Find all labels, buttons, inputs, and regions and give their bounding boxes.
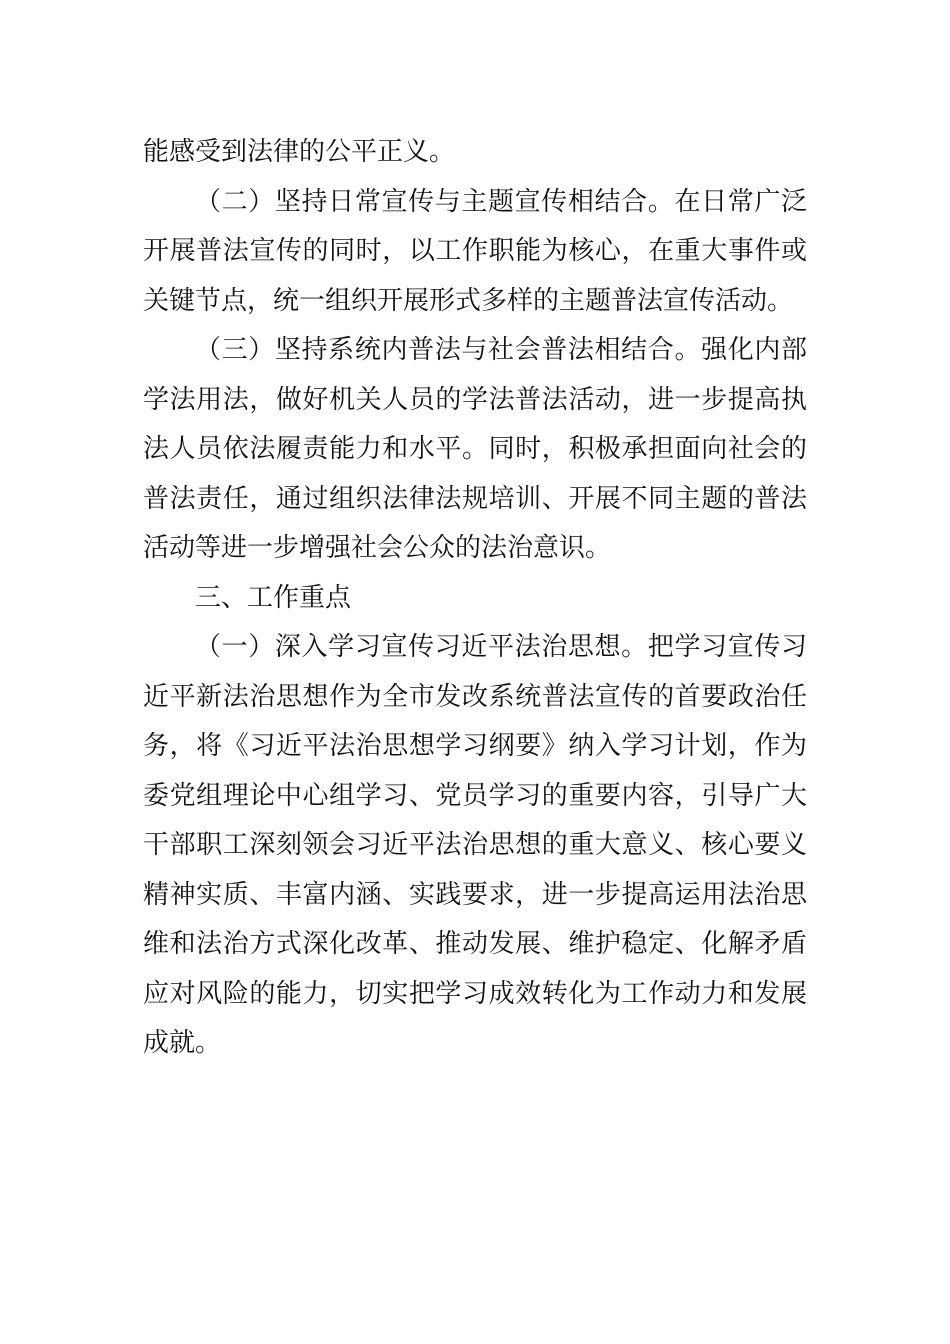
body-text bbox=[143, 128, 807, 1069]
text-line: 应对风险的能力，切实把学习成效转化为工作动力和发展 bbox=[143, 978, 807, 1009]
text-line: 务，将《习近平法治思想学习纲要》纳入学习计划，作为 bbox=[143, 731, 807, 761]
text-line: 委党组理论中心组学习、党员学习的重要内容，引导广大 bbox=[143, 780, 807, 811]
section-heading: 三、工作重点 bbox=[195, 582, 352, 613]
text-line: 活动等进一步增强社会公众的法治意识。 bbox=[143, 533, 612, 563]
paragraph-heading-1: （一）深入学习宣传习近平法治思想。把学习宣传习 bbox=[195, 632, 807, 662]
text-line: 法人员依法履责能力和水平。同时，积极承担面向社会的 bbox=[143, 434, 807, 464]
text-line: 成就。 bbox=[143, 1028, 222, 1058]
text-line: 开展普法宣传的同时，以工作职能为核心，在重大事件或 bbox=[143, 236, 807, 266]
paragraph-heading-2: （二）坚持日常宣传与主题宣传相结合。在日常广泛 bbox=[195, 186, 807, 217]
text-line: 普法责任，通过组织法律法规培训、开展不同主题的普法 bbox=[143, 483, 807, 514]
text-line: 精神实质、丰富内涵、实践要求，进一步提高运用法治思 bbox=[143, 879, 807, 910]
text-line: 能感受到法律的公平正义。 bbox=[143, 137, 456, 167]
text-line: 学法用法，做好机关人员的学法普法活动，进一步提高执 bbox=[143, 384, 807, 415]
text-line: 干部职工深刻领会习近平法治思想的重大意义、核心要义 bbox=[143, 830, 807, 860]
text-line: 维和法治方式深化改革、推动发展、维护稳定、化解矛盾 bbox=[143, 929, 807, 959]
text-line: 近平新法治思想作为全市发改系统普法宣传的首要政治任 bbox=[143, 681, 807, 712]
paragraph-heading-3: （三）坚持系统内普法与社会普法相结合。强化内部 bbox=[195, 335, 807, 365]
text-line: 关键节点，统一组织开展形式多样的主题普法宣传活动。 bbox=[143, 285, 794, 316]
